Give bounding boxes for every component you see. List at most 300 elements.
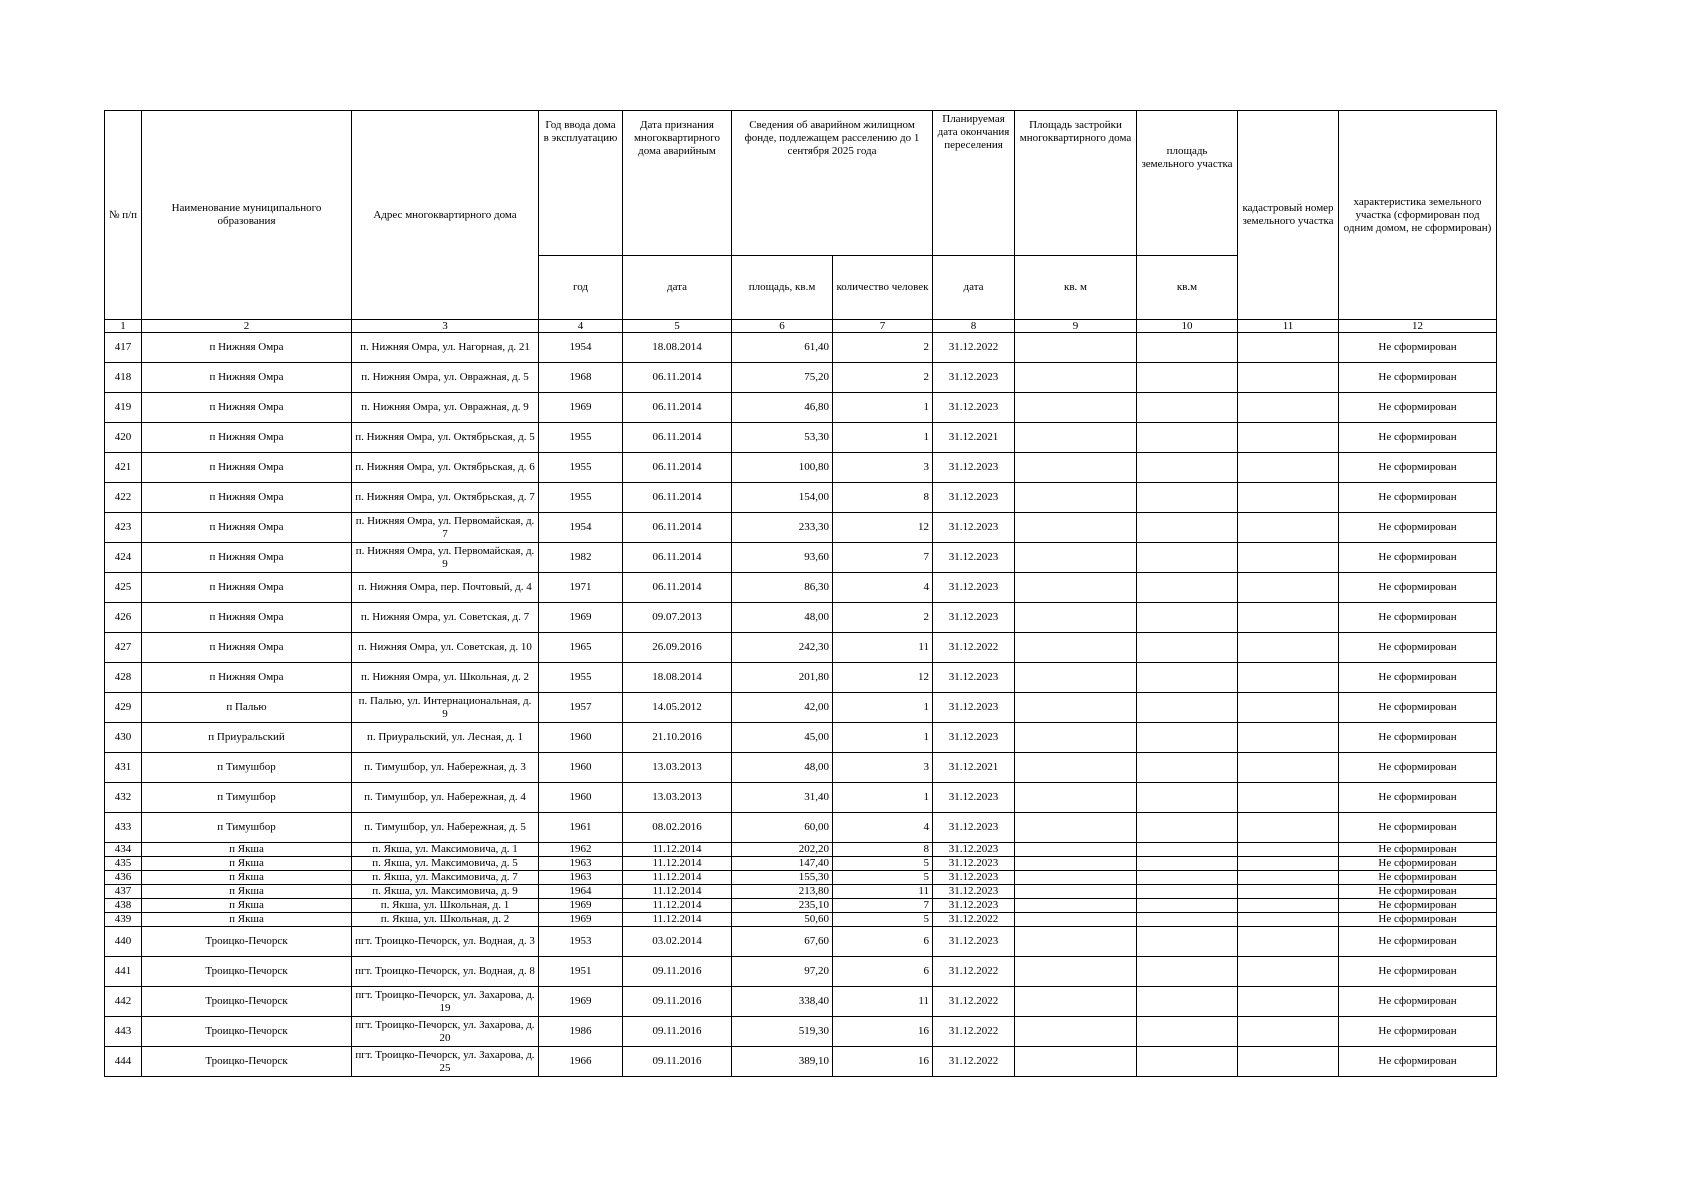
address-cell: п. Нижняя Омра, ул. Октябрьская, д. 5 (352, 423, 539, 453)
municipality-cell: п Нижняя Омра (142, 423, 352, 453)
column-number: 10 (1137, 320, 1238, 333)
people-cell: 5 (833, 857, 933, 871)
recognition-date-cell: 06.11.2014 (623, 453, 732, 483)
building-area-cell (1015, 885, 1137, 899)
land-area-cell (1137, 423, 1238, 453)
cadastral-cell (1238, 1047, 1339, 1077)
people-cell: 2 (833, 333, 933, 363)
address-cell: п. Нижняя Омра, ул. Октябрьская, д. 7 (352, 483, 539, 513)
municipality-cell: п Палью (142, 693, 352, 723)
row-number: 422 (105, 483, 142, 513)
area-cell: 42,00 (732, 693, 833, 723)
table-row (105, 813, 1497, 843)
address-cell: п. Нижняя Омра, ул. Овражная, д. 5 (352, 363, 539, 393)
planned-date-cell: 31.12.2021 (933, 423, 1015, 453)
land-status-cell: Не сформирован (1339, 633, 1497, 663)
municipality-cell: Троицко-Печорск (142, 987, 352, 1017)
planned-date-cell: 31.12.2023 (933, 363, 1015, 393)
subheader-people: количество человек (833, 256, 933, 320)
area-cell: 48,00 (732, 753, 833, 783)
table-row (105, 987, 1497, 1017)
planned-date-cell: 31.12.2022 (933, 633, 1015, 663)
table-body (105, 111, 1497, 1077)
municipality-cell: п Нижняя Омра (142, 363, 352, 393)
land-status-cell: Не сформирован (1339, 987, 1497, 1017)
cadastral-cell (1238, 885, 1339, 899)
building-area-cell (1015, 899, 1137, 913)
cadastral-cell (1238, 857, 1339, 871)
planned-date-cell: 31.12.2023 (933, 543, 1015, 573)
people-cell: 1 (833, 783, 933, 813)
cadastral-cell (1238, 987, 1339, 1017)
building-area-cell (1015, 513, 1137, 543)
people-cell: 7 (833, 543, 933, 573)
row-number: 425 (105, 573, 142, 603)
land-area-cell (1137, 633, 1238, 663)
year-cell: 1964 (539, 885, 623, 899)
area-cell: 67,60 (732, 927, 833, 957)
land-status-cell: Не сформирован (1339, 543, 1497, 573)
row-number: 420 (105, 423, 142, 453)
land-status-cell: Не сформирован (1339, 363, 1497, 393)
year-cell: 1954 (539, 333, 623, 363)
people-cell: 12 (833, 663, 933, 693)
land-status-cell: Не сформирован (1339, 813, 1497, 843)
year-cell: 1969 (539, 393, 623, 423)
column-number: 3 (352, 320, 539, 333)
land-area-cell (1137, 693, 1238, 723)
year-cell: 1960 (539, 723, 623, 753)
row-number: 439 (105, 913, 142, 927)
land-status-cell: Не сформирован (1339, 783, 1497, 813)
recognition-date-cell: 09.11.2016 (623, 987, 732, 1017)
table-row (105, 423, 1497, 453)
cadastral-cell (1238, 333, 1339, 363)
area-cell: 45,00 (732, 723, 833, 753)
row-number: 423 (105, 513, 142, 543)
people-cell: 3 (833, 453, 933, 483)
address-cell: п. Якша, ул. Максимовича, д. 1 (352, 843, 539, 857)
land-area-cell (1137, 363, 1238, 393)
municipality-cell: п Нижняя Омра (142, 483, 352, 513)
cadastral-cell (1238, 899, 1339, 913)
people-cell: 8 (833, 843, 933, 857)
building-area-cell (1015, 1017, 1137, 1047)
address-cell: п. Нижняя Омра, ул. Нагорная, д. 21 (352, 333, 539, 363)
municipality-cell: п Нижняя Омра (142, 573, 352, 603)
table-row (105, 363, 1497, 393)
year-cell: 1965 (539, 633, 623, 663)
column-number-row (105, 320, 1497, 333)
recognition-date-cell: 11.12.2014 (623, 871, 732, 885)
year-cell: 1955 (539, 663, 623, 693)
municipality-cell: п Нижняя Омра (142, 543, 352, 573)
address-cell: п. Якша, ул. Школьная, д. 1 (352, 899, 539, 913)
table-row (105, 453, 1497, 483)
people-cell: 4 (833, 813, 933, 843)
address-cell: п. Палью, ул. Интернациональная, д. 9 (352, 693, 539, 723)
area-cell: 31,40 (732, 783, 833, 813)
planned-date-cell: 31.12.2023 (933, 693, 1015, 723)
address-cell: п. Нижняя Омра, ул. Октябрьская, д. 6 (352, 453, 539, 483)
recognition-date-cell: 09.11.2016 (623, 1047, 732, 1077)
table-row (105, 543, 1497, 573)
row-number: 430 (105, 723, 142, 753)
planned-date-cell: 31.12.2022 (933, 1017, 1015, 1047)
recognition-date-cell: 13.03.2013 (623, 753, 732, 783)
area-cell: 519,30 (732, 1017, 833, 1047)
area-cell: 201,80 (732, 663, 833, 693)
people-cell: 3 (833, 753, 933, 783)
column-number: 12 (1339, 320, 1497, 333)
area-cell: 50,60 (732, 913, 833, 927)
planned-date-cell: 31.12.2023 (933, 573, 1015, 603)
land-area-cell (1137, 543, 1238, 573)
recognition-date-cell: 06.11.2014 (623, 483, 732, 513)
planned-date-cell: 31.12.2021 (933, 753, 1015, 783)
municipality-cell: п Нижняя Омра (142, 513, 352, 543)
planned-date-cell: 31.12.2023 (933, 393, 1015, 423)
land-status-cell: Не сформирован (1339, 333, 1497, 363)
address-cell: п. Якша, ул. Максимовича, д. 5 (352, 857, 539, 871)
recognition-date-cell: 13.03.2013 (623, 783, 732, 813)
table-row (105, 957, 1497, 987)
planned-date-cell: 31.12.2023 (933, 513, 1015, 543)
planned-date-cell: 31.12.2022 (933, 333, 1015, 363)
people-cell: 6 (833, 957, 933, 987)
municipality-cell: п Якша (142, 885, 352, 899)
area-cell: 155,30 (732, 871, 833, 885)
table-row (105, 913, 1497, 927)
address-cell: пгт. Троицко-Печорск, ул. Захарова, д. 19 (352, 987, 539, 1017)
table-row (105, 573, 1497, 603)
cadastral-cell (1238, 483, 1339, 513)
table-row (105, 633, 1497, 663)
building-area-cell (1015, 453, 1137, 483)
municipality-cell: п Нижняя Омра (142, 333, 352, 363)
land-area-cell (1137, 913, 1238, 927)
cadastral-cell (1238, 753, 1339, 783)
year-cell: 1955 (539, 453, 623, 483)
address-cell: п. Тимушбор, ул. Набережная, д. 5 (352, 813, 539, 843)
row-number: 435 (105, 857, 142, 871)
address-cell: п. Нижняя Омра, ул. Овражная, д. 9 (352, 393, 539, 423)
planned-date-cell: 31.12.2023 (933, 813, 1015, 843)
municipality-cell: п Нижняя Омра (142, 663, 352, 693)
table-row (105, 1017, 1497, 1047)
header-col-planned-date: Планируемая дата окончания переселения (933, 111, 1015, 256)
address-cell: п. Тимушбор, ул. Набережная, д. 4 (352, 783, 539, 813)
cadastral-cell (1238, 633, 1339, 663)
building-area-cell (1015, 871, 1137, 885)
table-row (105, 927, 1497, 957)
people-cell: 1 (833, 423, 933, 453)
area-cell: 97,20 (732, 957, 833, 987)
land-area-cell (1137, 927, 1238, 957)
recognition-date-cell: 09.11.2016 (623, 957, 732, 987)
municipality-cell: п Нижняя Омра (142, 633, 352, 663)
table-row (105, 899, 1497, 913)
table-row (105, 857, 1497, 871)
municipality-cell: п Нижняя Омра (142, 453, 352, 483)
table-row (105, 693, 1497, 723)
header-col-emergency-fund: Сведения об аварийном жилищном фонде, подлежащем расселению до 1 сентября 2025 года (732, 111, 933, 256)
land-area-cell (1137, 843, 1238, 857)
row-number: 419 (105, 393, 142, 423)
municipality-cell: п Якша (142, 899, 352, 913)
planned-date-cell: 31.12.2023 (933, 453, 1015, 483)
land-status-cell: Не сформирован (1339, 871, 1497, 885)
header-row (105, 111, 1497, 256)
people-cell: 12 (833, 513, 933, 543)
row-number: 428 (105, 663, 142, 693)
row-number: 440 (105, 927, 142, 957)
address-cell: пгт. Троицко-Печорск, ул. Захарова, д. 25 (352, 1047, 539, 1077)
land-area-cell (1137, 1047, 1238, 1077)
people-cell: 6 (833, 927, 933, 957)
building-area-cell (1015, 483, 1137, 513)
area-cell: 242,30 (732, 633, 833, 663)
land-area-cell (1137, 857, 1238, 871)
building-area-cell (1015, 753, 1137, 783)
address-cell: п. Нижняя Омра, пер. Почтовый, д. 4 (352, 573, 539, 603)
year-cell: 1957 (539, 693, 623, 723)
row-number: 421 (105, 453, 142, 483)
planned-date-cell: 31.12.2023 (933, 723, 1015, 753)
planned-date-cell: 31.12.2023 (933, 927, 1015, 957)
row-number: 418 (105, 363, 142, 393)
header-col-building-area: Площадь застройки многоквартирного дома (1015, 111, 1137, 256)
cadastral-cell (1238, 663, 1339, 693)
subheader-date: дата (623, 256, 732, 320)
land-area-cell (1137, 1017, 1238, 1047)
building-area-cell (1015, 603, 1137, 633)
area-cell: 213,80 (732, 885, 833, 899)
year-cell: 1986 (539, 1017, 623, 1047)
area-cell: 48,00 (732, 603, 833, 633)
area-cell: 53,30 (732, 423, 833, 453)
building-area-cell (1015, 693, 1137, 723)
area-cell: 93,60 (732, 543, 833, 573)
column-number: 2 (142, 320, 352, 333)
year-cell: 1982 (539, 543, 623, 573)
area-cell: 61,40 (732, 333, 833, 363)
area-cell: 60,00 (732, 813, 833, 843)
address-cell: п. Нижняя Омра, ул. Советская, д. 7 (352, 603, 539, 633)
recognition-date-cell: 11.12.2014 (623, 843, 732, 857)
people-cell: 2 (833, 603, 933, 633)
header-col-land-area: площадь земельного участка (1137, 111, 1238, 256)
table-row (105, 603, 1497, 633)
row-number: 433 (105, 813, 142, 843)
year-cell: 1961 (539, 813, 623, 843)
municipality-cell: п Нижняя Омра (142, 603, 352, 633)
cadastral-cell (1238, 513, 1339, 543)
people-cell: 11 (833, 885, 933, 899)
land-status-cell: Не сформирован (1339, 573, 1497, 603)
year-cell: 1951 (539, 957, 623, 987)
land-area-cell (1137, 393, 1238, 423)
building-area-cell (1015, 857, 1137, 871)
subheader-land-sqm: кв.м (1137, 256, 1238, 320)
table-row (105, 843, 1497, 857)
people-cell: 16 (833, 1047, 933, 1077)
planned-date-cell: 31.12.2023 (933, 871, 1015, 885)
column-number: 4 (539, 320, 623, 333)
recognition-date-cell: 06.11.2014 (623, 543, 732, 573)
planned-date-cell: 31.12.2022 (933, 913, 1015, 927)
cadastral-cell (1238, 363, 1339, 393)
recognition-date-cell: 18.08.2014 (623, 663, 732, 693)
table-row (105, 871, 1497, 885)
land-status-cell: Не сформирован (1339, 885, 1497, 899)
land-area-cell (1137, 783, 1238, 813)
land-status-cell: Не сформирован (1339, 857, 1497, 871)
land-area-cell (1137, 987, 1238, 1017)
municipality-cell: п Тимушбор (142, 753, 352, 783)
land-status-cell: Не сформирован (1339, 423, 1497, 453)
year-cell: 1954 (539, 513, 623, 543)
people-cell: 11 (833, 633, 933, 663)
planned-date-cell: 31.12.2023 (933, 603, 1015, 633)
planned-date-cell: 31.12.2023 (933, 783, 1015, 813)
table-row (105, 885, 1497, 899)
people-cell: 11 (833, 987, 933, 1017)
people-cell: 8 (833, 483, 933, 513)
building-area-cell (1015, 813, 1137, 843)
address-cell: п. Нижняя Омра, ул. Первомайская, д. 7 (352, 513, 539, 543)
land-status-cell: Не сформирован (1339, 899, 1497, 913)
land-status-cell: Не сформирован (1339, 913, 1497, 927)
header-col-year: Год ввода дома в эксплуатацию (539, 111, 623, 256)
recognition-date-cell: 06.11.2014 (623, 573, 732, 603)
cadastral-cell (1238, 543, 1339, 573)
people-cell: 5 (833, 871, 933, 885)
people-cell: 7 (833, 899, 933, 913)
subheader-planned-date: дата (933, 256, 1015, 320)
row-number: 417 (105, 333, 142, 363)
year-cell: 1969 (539, 987, 623, 1017)
municipality-cell: Троицко-Печорск (142, 1047, 352, 1077)
table-row (105, 753, 1497, 783)
land-area-cell (1137, 753, 1238, 783)
row-number: 437 (105, 885, 142, 899)
year-cell: 1960 (539, 783, 623, 813)
municipality-cell: п Якша (142, 913, 352, 927)
address-cell: пгт. Троицко-Печорск, ул. Водная, д. 3 (352, 927, 539, 957)
address-cell: п. Тимушбор, ул. Набережная, д. 3 (352, 753, 539, 783)
land-area-cell (1137, 885, 1238, 899)
municipality-cell: п Тимушбор (142, 783, 352, 813)
cadastral-cell (1238, 603, 1339, 633)
table-row (105, 1047, 1497, 1077)
year-cell: 1966 (539, 1047, 623, 1077)
address-cell: п. Якша, ул. Максимовича, д. 7 (352, 871, 539, 885)
land-status-cell: Не сформирован (1339, 603, 1497, 633)
recognition-date-cell: 09.07.2013 (623, 603, 732, 633)
column-number: 7 (833, 320, 933, 333)
area-cell: 235,10 (732, 899, 833, 913)
land-status-cell: Не сформирован (1339, 927, 1497, 957)
area-cell: 233,30 (732, 513, 833, 543)
year-cell: 1955 (539, 483, 623, 513)
building-area-cell (1015, 987, 1137, 1017)
address-cell: п. Якша, ул. Максимовича, д. 9 (352, 885, 539, 899)
address-cell: п. Якша, ул. Школьная, д. 2 (352, 913, 539, 927)
planned-date-cell: 31.12.2023 (933, 483, 1015, 513)
row-number: 443 (105, 1017, 142, 1047)
recognition-date-cell: 11.12.2014 (623, 857, 732, 871)
year-cell: 1969 (539, 899, 623, 913)
row-number: 444 (105, 1047, 142, 1077)
building-area-cell (1015, 633, 1137, 663)
planned-date-cell: 31.12.2023 (933, 843, 1015, 857)
row-number: 434 (105, 843, 142, 857)
people-cell: 5 (833, 913, 933, 927)
planned-date-cell: 31.12.2023 (933, 899, 1015, 913)
building-area-cell (1015, 957, 1137, 987)
recognition-date-cell: 06.11.2014 (623, 393, 732, 423)
cadastral-cell (1238, 843, 1339, 857)
year-cell: 1969 (539, 913, 623, 927)
land-area-cell (1137, 483, 1238, 513)
recognition-date-cell: 03.02.2014 (623, 927, 732, 957)
address-cell: п. Нижняя Омра, ул. Советская, д. 10 (352, 633, 539, 663)
recognition-date-cell: 11.12.2014 (623, 913, 732, 927)
address-cell: п. Приуральский, ул. Лесная, д. 1 (352, 723, 539, 753)
municipality-cell: Троицко-Печорск (142, 957, 352, 987)
row-number: 431 (105, 753, 142, 783)
land-area-cell (1137, 603, 1238, 633)
row-number: 438 (105, 899, 142, 913)
table-row (105, 723, 1497, 753)
row-number: 436 (105, 871, 142, 885)
table-row (105, 483, 1497, 513)
building-area-cell (1015, 663, 1137, 693)
land-status-cell: Не сформирован (1339, 453, 1497, 483)
address-cell: п. Нижняя Омра, ул. Школьная, д. 2 (352, 663, 539, 693)
cadastral-cell (1238, 573, 1339, 603)
table-row (105, 333, 1497, 363)
cadastral-cell (1238, 813, 1339, 843)
cadastral-cell (1238, 913, 1339, 927)
recognition-date-cell: 11.12.2014 (623, 899, 732, 913)
planned-date-cell: 31.12.2022 (933, 987, 1015, 1017)
recognition-date-cell: 06.11.2014 (623, 423, 732, 453)
land-status-cell: Не сформирован (1339, 957, 1497, 987)
cadastral-cell (1238, 1017, 1339, 1047)
cadastral-cell (1238, 453, 1339, 483)
building-area-cell (1015, 333, 1137, 363)
area-cell: 389,10 (732, 1047, 833, 1077)
land-status-cell: Не сформирован (1339, 723, 1497, 753)
building-area-cell (1015, 543, 1137, 573)
row-number: 424 (105, 543, 142, 573)
planned-date-cell: 31.12.2023 (933, 663, 1015, 693)
area-cell: 46,80 (732, 393, 833, 423)
year-cell: 1955 (539, 423, 623, 453)
people-cell: 1 (833, 393, 933, 423)
municipality-cell: п Якша (142, 871, 352, 885)
year-cell: 1968 (539, 363, 623, 393)
land-area-cell (1137, 513, 1238, 543)
recognition-date-cell: 21.10.2016 (623, 723, 732, 753)
column-number: 1 (105, 320, 142, 333)
address-cell: пгт. Троицко-Печорск, ул. Водная, д. 8 (352, 957, 539, 987)
header-col-land-characteristic: характеристика земельного участка (сформирован под одним домом, не сформирован) (1339, 111, 1497, 320)
land-status-cell: Не сформирован (1339, 1017, 1497, 1047)
municipality-cell: Троицко-Печорск (142, 1017, 352, 1047)
